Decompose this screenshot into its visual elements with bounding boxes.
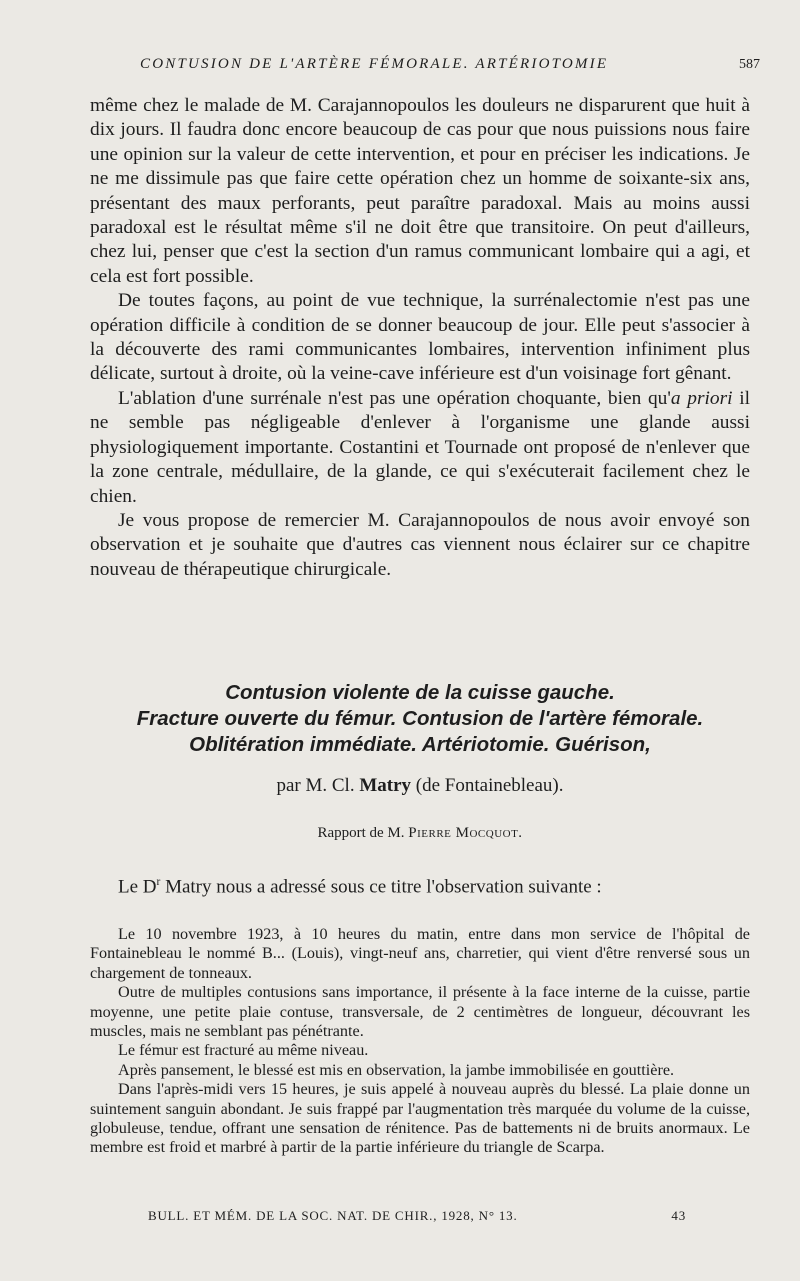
observation-paragraph: Dans l'après-midi vers 15 heures, je suis appelé à nouveau auprès du blessé. La plaie donne un suintement sanguin abondant. Je suis frappé par l'augmentation très marquée du volume de la cuisse, globuleuse, tendue, offrant une sensation de rénitence. Pas de battements ni de bruits anormaux. Le membre est froid et marbré à partir de la partie inférieure du triangle de Scarpa.	[90, 1080, 750, 1157]
byline-author: Matry	[359, 775, 412, 796]
observation-text	[90, 925, 750, 1158]
running-title: CONTUSION DE L'ARTÈRE FÉMORALE. ARTÉRIOTOMIE	[140, 56, 609, 72]
footer-citation: BULL. ET MÉM. DE LA SOC. NAT. DE CHIR., 1928, N° 13.	[148, 1208, 518, 1223]
article-title	[90, 680, 750, 758]
intro-superscript: r	[156, 876, 161, 888]
ablation-text-before: L'ablation d'une surrénale n'est pas une opération choquante, bien qu'	[118, 387, 671, 409]
byline	[90, 775, 750, 797]
observation-paragraph: Outre de multiples contusions sans importance, il présente à la face interne de la cuisse, partie moyenne, une petite plaie contuse, transversale, de 2 centimètres de longueur, découvrant les muscles, mais ne semblant pas pénétrante.	[90, 983, 750, 1041]
intro-line	[90, 876, 750, 898]
footer-signature: 43	[671, 1208, 686, 1223]
paragraph-continued: même chez le malade de M. Carajannopoulos les douleurs ne disparurent que huit à dix jours. Il faudra donc encore beaucoup de cas pour que nous puissions nous faire une opinion sur la valeur de cette intervention, et pour en préciser les indications. Je ne me dissimule pas que faire cette opération chez un homme de soixante-six ans, présentant des maux perforants, peut paraître paradoxal. Mais au moins aussi paradoxal est le résultat même s'il ne doit être que transitoire. On peut d'ailleurs, chez lui, penser que c'est la section d'un ramus communicant lombaire qui a agi, et cela est fort possible.	[90, 95, 750, 287]
paragraph-technique: De toutes façons, au point de vue technique, la surrénalectomie n'est pas une opération difficile à condition de se donner beaucoup de jour. Elle peut s'associer à la découverte des rami communicantes lombaires, intervention infiniment plus délicate, surtout à droite, où la veine-cave inférieure est d'un voisinage fort gênant.	[90, 290, 750, 385]
page-footer	[148, 1208, 686, 1224]
paragraph-ablation	[90, 387, 750, 509]
ablation-italic: a priori	[670, 387, 733, 409]
running-head	[140, 56, 760, 73]
page-number: 587	[739, 57, 760, 72]
report-author: Pierre Mocquot.	[408, 825, 523, 841]
intro-after: Matry nous a adressé sous ce titre l'observation suivante :	[160, 876, 602, 898]
byline-prefix: par M. Cl.	[276, 775, 355, 796]
ablation-text-after: il ne semble pas négligeable d'enlever à l'organisme une glande aussi physiologiquement importante. Costantini et Tournade ont proposé de n'enlever que la zone centrale, médullaire, de la glande, ce qui s'exécuterait facilement chez le chien.	[90, 387, 750, 507]
byline-suffix: (de Fontainebleau).	[415, 775, 564, 796]
observation-paragraph: Après pansement, le blessé est mis en observation, la jambe immobilisée en gouttière.	[118, 1060, 675, 1079]
title-line-3: Oblitération immédiate. Artériotomie. Guérison,	[189, 733, 651, 756]
report-line	[90, 825, 750, 842]
intro-before: Le D	[118, 876, 157, 898]
title-line-1: Contusion violente de la cuisse gauche.	[225, 681, 615, 704]
report-prefix: Rapport de M.	[317, 825, 405, 841]
lead-text	[90, 94, 750, 582]
title-line-2: Fracture ouverte du fémur. Contusion de l'artère fémorale.	[136, 707, 704, 730]
paragraph-conclusion: Je vous propose de remercier M. Carajannopoulos de nous avoir envoyé son observation et je souhaite que d'autres cas viennent nous éclairer sur ce chapitre nouveau de thérapeutique chirurgicale.	[90, 509, 750, 580]
observation-paragraph: Le 10 novembre 1923, à 10 heures du matin, entre dans mon service de l'hôpital de Fontainebleau le nommé B... (Louis), vingt-neuf ans, charretier, qui vient d'être renversé sous un chargement de tonneaux.	[90, 925, 750, 982]
observation-paragraph: Le fémur est fracturé au même niveau.	[118, 1041, 369, 1060]
